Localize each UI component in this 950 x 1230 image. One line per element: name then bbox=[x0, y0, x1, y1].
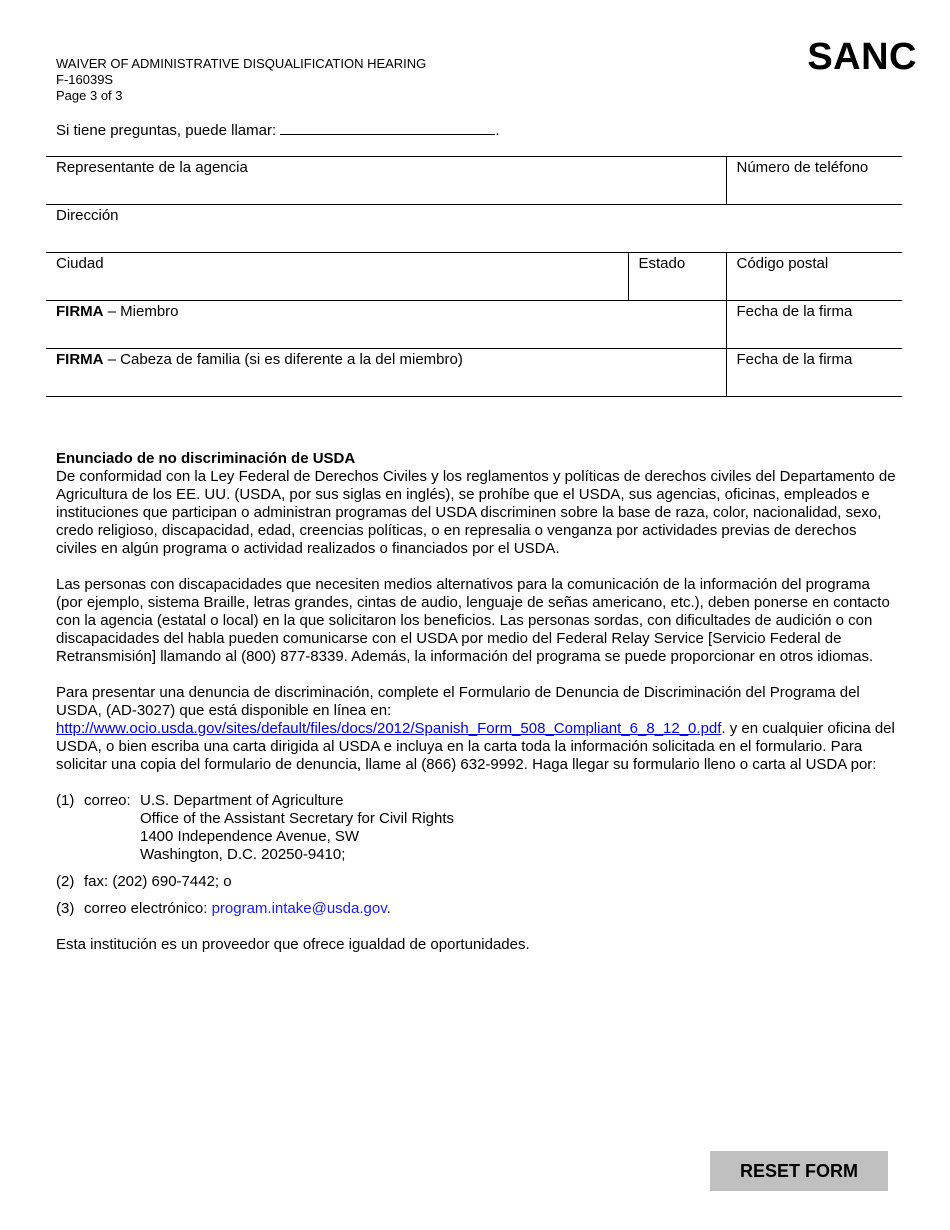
address-line: Washington, D.C. 20250-9410; bbox=[140, 846, 346, 863]
statement-paragraph-2: Las personas con discapacidades que necesiten medios alternativos para la comunicación de la información del programa (por ejemplo, sistema Braille, letras grandes, cintas de audio, lenguaje de señas americano, etc.), deben ponerse en contacto con la agencia (estatal o local) en la que solicitaron los beneficios. Las personas sordas, con dificultades de audición o con discapacidades del habla pueden comunicarse con el USDA por medio del Federal Relay Service [Servicio Federal de Retransmisión] llamando al (800) 877-8339. Además, la información del programa se puede proporcionar en otros idiomas. bbox=[56, 576, 890, 665]
head-signature-date-field[interactable] bbox=[726, 349, 902, 397]
statement-title: Enunciado de no discriminación de USDA bbox=[56, 450, 356, 467]
item-number: (1) bbox=[56, 792, 75, 809]
sanc-badge: SANC bbox=[807, 36, 917, 78]
email-link[interactable]: program.intake@usda.gov bbox=[211, 900, 387, 917]
member-signature-label: – Miembro bbox=[103, 303, 179, 320]
member-signature-field[interactable] bbox=[46, 301, 726, 349]
mail-address bbox=[140, 792, 454, 864]
phone-number-label: Número de teléfono bbox=[736, 159, 869, 176]
email-label: correo electrónico: bbox=[84, 900, 212, 917]
agency-rep-label: Representante de la agencia bbox=[56, 159, 248, 176]
page-number: Page 3 of 3 bbox=[56, 88, 123, 103]
member-signature-date-field[interactable] bbox=[726, 301, 902, 349]
form-number: F-16039S bbox=[56, 72, 114, 87]
address-label: Dirección bbox=[56, 207, 119, 224]
head-signature-date-label: Fecha de la firma bbox=[736, 351, 853, 368]
zip-field[interactable] bbox=[726, 253, 902, 301]
contact-item-mail bbox=[56, 792, 896, 864]
state-label: Estado bbox=[638, 255, 686, 272]
reset-form-button[interactable]: RESET FORM bbox=[710, 1151, 888, 1191]
form-header bbox=[56, 56, 426, 104]
questions-phone-field[interactable] bbox=[280, 120, 495, 135]
email-end: . bbox=[386, 900, 391, 917]
city-label: Ciudad bbox=[56, 255, 104, 272]
address-line: 1400 Independence Avenue, SW bbox=[140, 828, 360, 845]
paragraph-3-intro: Para presentar una denuncia de discriminación, complete el Formulario de Denuncia de Discriminación del Programa del USDA, (AD-3027) que está disponible en línea en: bbox=[56, 684, 860, 719]
head-signature-bold: FIRMA bbox=[56, 351, 104, 368]
questions-suffix: . bbox=[495, 122, 500, 139]
city-field[interactable] bbox=[46, 253, 628, 301]
item-number: (2) bbox=[56, 873, 75, 890]
fax-text: fax: (202) 690-7442; o bbox=[84, 873, 232, 890]
statement-paragraph-1: De conformidad con la Ley Federal de Derechos Civiles y los reglamentos y políticas de derechos civiles del Departamento de Agricultura de los EE. UU. (USDA, por sus siglas en inglés), se prohíbe que el USDA, sus agencias, oficinas, empleados e instituciones que participan o administran programas del USDA discriminen sobre la base de raza, color, nacionalidad, sexo, credo religioso, discapacidad, edad, creencias políticas, o en represalia o venganza por actividades previas de derechos civiles en algún programa o actividad realizados o financiados por el USDA. bbox=[56, 468, 896, 557]
member-signature-bold: FIRMA bbox=[56, 303, 104, 320]
agency-signature-table bbox=[46, 156, 902, 397]
mail-label: correo: bbox=[84, 792, 131, 809]
state-field[interactable] bbox=[628, 253, 726, 301]
questions-line bbox=[56, 120, 499, 139]
address-line: Office of the Assistant Secretary for Civil Rights bbox=[140, 810, 455, 827]
agency-rep-field[interactable] bbox=[46, 157, 726, 205]
contact-item-fax bbox=[56, 873, 896, 891]
paragraph-3-rest: . y en cualquier oficina del USDA, o bien escriba una carta dirigida al USDA e incluya en la carta toda la información solicitada en el formulario. Para solicitar una copia del formulario de denuncia, llame al (866) 632-9992. Haga llegar su formulario lleno o carta al USDA por: bbox=[56, 720, 895, 773]
address-field[interactable] bbox=[46, 205, 902, 253]
contact-item-email bbox=[56, 900, 896, 918]
zip-label: Código postal bbox=[736, 255, 829, 272]
member-signature-date-label: Fecha de la firma bbox=[736, 303, 853, 320]
complaint-form-link[interactable]: http://www.ocio.usda.gov/sites/default/files/docs/2012/Spanish_Form_508_Compliant_6_8_12_0.pdf bbox=[56, 720, 722, 737]
address-line: U.S. Department of Agriculture bbox=[140, 792, 344, 809]
phone-number-field[interactable] bbox=[726, 157, 902, 205]
nondiscrimination-statement bbox=[56, 450, 896, 972]
questions-label: Si tiene preguntas, puede llamar: bbox=[56, 122, 277, 139]
head-signature-field[interactable] bbox=[46, 349, 726, 397]
head-signature-label: – Cabeza de familia (si es diferente a la del miembro) bbox=[103, 351, 463, 368]
item-number: (3) bbox=[56, 900, 75, 917]
statement-paragraph-3 bbox=[56, 684, 896, 774]
equal-opportunity-statement: Esta institución es un proveedor que ofrece igualdad de oportunidades. bbox=[56, 936, 530, 953]
form-title: WAIVER OF ADMINISTRATIVE DISQUALIFICATION HEARING bbox=[56, 56, 427, 71]
